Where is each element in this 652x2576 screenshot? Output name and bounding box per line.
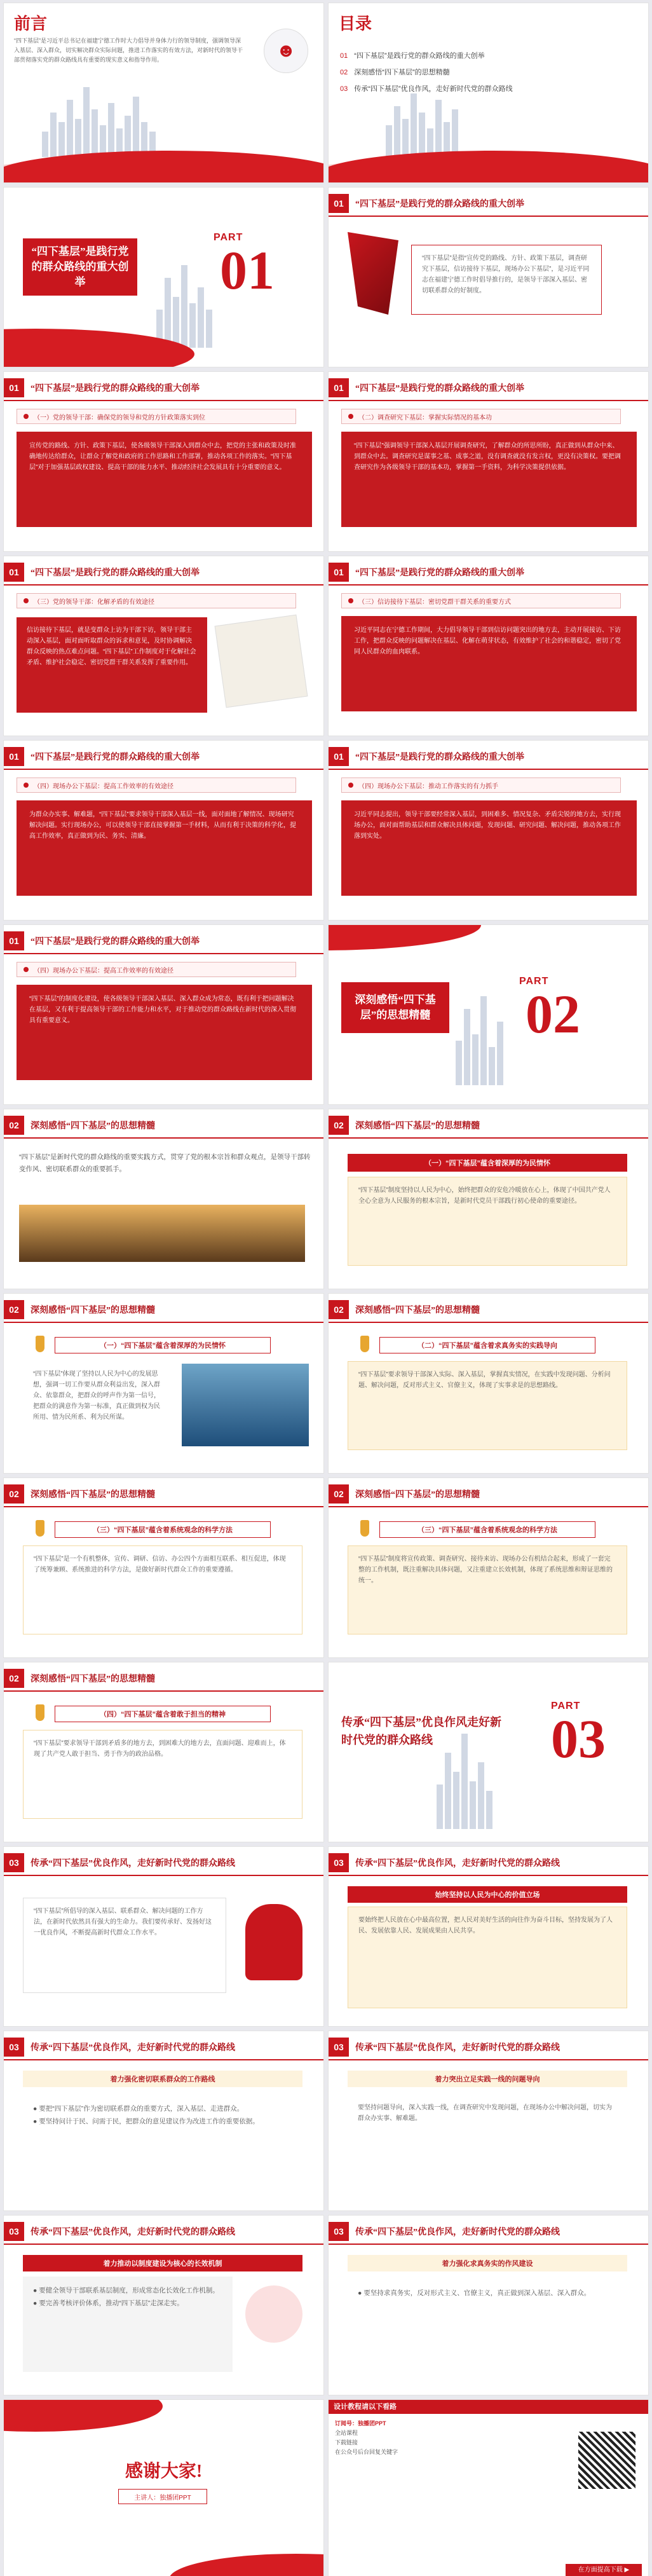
content-box: 习近平同志提出，领导干部要经常深入基层，到困难多、情况复杂、矛盾尖锐的地方去，实行现场办公，面对面帮助基层和群众解决具体问题，发现问题、研究问题、解决问题，推动各项工作落到实处。	[341, 800, 637, 896]
torch-icon	[36, 1336, 44, 1352]
body-text: “四下基层”是新时代党的群众路线的重要实践方式，贯穿了党的根本宗旨和群众观点，是领导干部转变作风、密切联系群众的重要抓手。	[19, 1153, 311, 1173]
list-item: ● 要完善考核评价体系，推动“四下基层”走深走实。	[33, 2299, 184, 2307]
slide-s16: 02 深刻感悟“四下基层”的思想精髓 （二）“四下基层”蕴含着求真务实的实践导向 “四下基层”要求领导干部深入实际、深入基层，掌握真实情况，在实践中发现问题、分析问题、解决问题，反对形式主义、官僚主义，体现了实事求是的思想路线。	[328, 1293, 649, 1474]
toc-item[interactable]: 03 传承“四下基层”优良作风，走好新时代党的群众路线	[340, 85, 513, 93]
list-item: ● 要坚持问计于民、问需于民，把群众的意见建议作为改进工作的重要依据。	[33, 2118, 259, 2125]
pen-image	[245, 2285, 302, 2343]
ad-line: 全站课程	[335, 2430, 358, 2436]
sub-heading: （四）现场办公下基层：提高工作效率的有效途径	[34, 967, 173, 975]
sub-heading: 着力突出立足实践一线的问题导向	[348, 2071, 627, 2087]
content-box: “四下基层”体现了坚持以人民为中心的发展思想，强调一切工作要从群众利益出发，深入群众、依靠群众，把群众的呼声作为第一信号，把群众的满意作为第一标准，真正做到权为民所用、情为民所系、利为民所谋。	[23, 1361, 175, 1450]
city-skyline	[42, 87, 156, 157]
slide-header: “四下基层”是践行党的群众路线的重大创举	[31, 384, 200, 394]
content-box: “四下基层”强调领导干部深入基层开展调查研究，了解群众的所思所盼，真正做到从群众中来、到群众中去。调查研究是谋事之基、成事之道，没有调查就没有发言权，更没有决策权。要把调查研究作为各级领导干部的基本功，掌握第一手资料，为科学决策提供依据。	[341, 432, 637, 527]
slide-title: 目录	[339, 15, 372, 33]
slide-title: 前言	[14, 15, 48, 33]
slide-s7: 01 “四下基层”是践行党的群众路线的重大创举 （三）党的领导干部：化解矛盾的有效途径 信访接待下基层，就是变群众上访为干部下访，领导干部主动深入基层，面对面听取群众的诉求和意见，及时协调解决群众反映的热点难点问题。“四下基层”工作制度对于化解社会矛盾、维护社会稳定、密切党群干群关系发挥了重要作用。	[3, 556, 324, 736]
thanks-title: 感谢大家!	[125, 2462, 203, 2481]
slide-s10: 01 “四下基层”是践行党的群众路线的重大创举 （四）现场办公下基层：推动工作落实的有力抓手 习近平同志提出，领导干部要经常深入基层，到困难多、情况复杂、矛盾尖锐的地方去，实行现场办公，面对面帮助基层和群众解决具体问题，发现问题、研究问题、解决问题，推动各项工作落到实处。	[328, 740, 649, 921]
slide-header: 传承“四下基层”优良作风，走好新时代党的群众路线	[31, 2228, 235, 2237]
sub-heading: （四）现场办公下基层：提高工作效率的有效途径	[34, 783, 173, 790]
toc-item[interactable]: 01 “四下基层”是践行党的群众路线的重大创举	[340, 52, 485, 60]
document-image	[215, 615, 308, 708]
list-item: ● 要坚持求真务实，反对形式主义、官僚主义，真正做到深入基层、深入群众。	[358, 2289, 591, 2297]
content-box: 信访接待下基层，就是变群众上访为干部下访，领导干部主动深入基层，面对面听取群众的诉求和意见，及时协调解决群众反映的热点难点问题。“四下基层”工作制度对于化解社会矛盾、维护社会稳定、密切党群干群关系发挥了重要作用。	[17, 617, 207, 713]
user-icon: ☻	[264, 29, 308, 73]
slide-s18: 02 深刻感悟“四下基层”的思想精髓 （三）“四下基层”蕴含着系统观念的科学方法 “四下基层”制度将宣传政策、调查研究、接待来访、现场办公有机结合起来，形成了一套完整的工作机制，既注重解决具体问题，又注重建立长效机制，体现了系统思维和辩证思维的统一。	[328, 1477, 649, 1658]
great-wall-image	[19, 1205, 305, 1262]
sea-image	[182, 1364, 309, 1446]
intro-text: “四下基层”是指“宣传党的路线、方针、政策下基层，调查研究下基层，信访接待下基层，现场办公下基层”，是习近平同志在福建宁德工作时倡导推行的，是领导干部深入基层、密切联系群众的好制度。	[411, 245, 602, 315]
section-title: 深刻感悟“四下基层”的思想精髓	[341, 982, 449, 1033]
list-item: ● 要把“四下基层”作为密切联系群众的重要方式，深入基层、走进群众。	[33, 2105, 244, 2113]
slide-s17: 02 深刻感悟“四下基层”的思想精髓 （三）“四下基层”蕴含着系统观念的科学方法 “四下基层”是一个有机整体，宣传、调研、信访、办公四个方面相互联系、相互促进，体现了统筹兼顾、系统推进的科学方法，是做好新时代群众工作的重要遵循。	[3, 1477, 324, 1658]
slide-ad	[328, 2399, 649, 2576]
slide-header: 传承“四下基层”优良作风，走好新时代党的群众路线	[31, 2043, 235, 2053]
slide-header: “四下基层”是践行党的群众路线的重大创举	[31, 937, 200, 947]
content-box: “四下基层”是一个有机整体，宣传、调研、信访、办公四个方面相互联系、相互促进，体现了统筹兼顾、系统推进的科学方法，是做好新时代群众工作的重要遵循。	[23, 1545, 302, 1634]
slide-s8: 01 “四下基层”是践行党的群众路线的重大创举 （三）信访接待下基层：密切党群干群关系的重要方式 习近平同志在宁德工作期间，大力倡导领导干部到信访问题突出的地方去，主动开展接访、下访工作，把群众反映的问题解决在基层、化解在萌芽状态，有效维护了社会的和谐稳定，密切了党同人民群众的血肉联系。	[328, 556, 649, 736]
slide-s4: 01 “四下基层”是践行党的群众路线的重大创举 “四下基层”是指“宣传党的路线、方针、政策下基层，调查研究下基层，信访接待下基层，现场办公下基层”，是习近平同志在福建宁德工作时倡导推行的，是领导干部深入基层、密切联系群众的好制度。	[328, 187, 649, 367]
slide-s13: 02 深刻感悟“四下基层”的思想精髓 “四下基层”是新时代党的群众路线的重要实践方式，贯穿了党的根本宗旨和群众观点，是领导干部转变作风、密切联系群众的重要抓手。	[3, 1109, 324, 1289]
slide-header: “四下基层”是践行党的群众路线的重大创举	[355, 753, 524, 762]
slide-header: “四下基层”是践行党的群众路线的重大创举	[31, 568, 200, 578]
sub-heading: （三）党的领导干部：化解矛盾的有效途径	[34, 598, 154, 606]
slide-s5: 01 “四下基层”是践行党的群众路线的重大创举 （一）党的领导干部：确保党的领导和党的方针政策落实到位 宣传党的路线、方针、政策下基层，使各级领导干部深入到群众中去，把党的主张和政策及时准确地传达给群众，让群众了解党和政府的工作思路和工作部署，推动各项工作的落实。“四下基层”对于加强基层政权建设、提高干部的能力水平、推动经济社会发展具有十分重要的意义。	[3, 371, 324, 552]
content-box: “四下基层”要求领导干部到矛盾多的地方去，到困难大的地方去，直面问题、迎难而上，体现了共产党人敢于担当、勇于作为的政治品格。	[23, 1730, 302, 1819]
torch-icon	[360, 1336, 369, 1352]
slide-header: 深刻感悟“四下基层”的思想精髓	[31, 1306, 155, 1315]
slide-part3	[328, 1662, 649, 1842]
part-label: PART	[551, 1701, 581, 1711]
slide-part2	[328, 924, 649, 1105]
slide-s21: 03 传承“四下基层”优良作风，走好新时代党的群众路线 “四下基层”所倡导的深入基层、联系群众、解决问题的工作方法，在新时代依然具有强大的生命力。我们要传承好、发扬好这一优良作风，不断提高新时代群众工作水平。	[3, 1846, 324, 2027]
sub-heading: （四）“四下基层”蕴含着敢于担当的精神	[55, 1706, 271, 1722]
slide-header: 深刻感悟“四下基层”的思想精髓	[355, 1490, 480, 1500]
part-label: PART	[519, 976, 549, 987]
sub-heading: （三）“四下基层”蕴含着系统观念的科学方法	[379, 1521, 595, 1538]
sub-heading: 着力强化密切联系群众的工作路线	[23, 2071, 302, 2087]
section-number: 02	[526, 983, 580, 1045]
content-box: “四下基层”制度将宣传政策、调查研究、接待来访、现场办公有机结合起来，形成了一套完整的工作机制，既注重解决具体问题，又注重建立长效机制，体现了系统思维和辩证思维的统一。	[348, 1545, 627, 1634]
foreword-text: “四下基层”是习近平总书记在福建宁德工作时大力倡导并身体力行的领导制度，强调领导深入基层、深入群众，切实解决群众实际问题，推进工作落实的有效方法，对新时代的领导干部贯彻落实党的群众路线具有重要的现实意义和指导作用。	[14, 38, 243, 63]
slide-header: 深刻感悟“四下基层”的思想精髓	[31, 1121, 155, 1131]
ad-line: 订阅号：独播团PPT	[335, 2420, 386, 2427]
slide-header: “四下基层”是践行党的群众路线的重大创举	[355, 568, 524, 578]
content-box: 宣传党的路线、方针、政策下基层，使各级领导干部深入到群众中去，把党的主张和政策及时准确地传达给群众，让群众了解党和政府的工作思路和工作部署，推动各项工作的落实。“四下基层”对于加强基层政权建设、提高干部的能力水平、推动经济社会发展具有十分重要的意义。	[17, 432, 312, 527]
ad-line: 在公众号后台回复关键字	[335, 2449, 398, 2455]
slide-header: 深刻感悟“四下基层”的思想精髓	[355, 1121, 480, 1131]
flag-image	[348, 232, 398, 315]
sub-heading: 始终坚持以人民为中心的价值立场	[348, 1886, 627, 1903]
slide-s23: 03 传承“四下基层”优良作风，走好新时代党的群众路线 着力强化密切联系群众的工作路线 ● 要把“四下基层”作为密切联系群众的重要方式，深入基层、走进群众。 ● 要坚持问计于民、问需于民，把群众的意见建议作为改进工作的重要依据。	[3, 2031, 324, 2211]
slide-header: 深刻感悟“四下基层”的思想精髓	[31, 1490, 155, 1500]
slide-toc	[328, 3, 649, 183]
sub-heading: 着力强化求真务实的作风建设	[348, 2255, 627, 2271]
torch-icon	[360, 1520, 369, 1537]
slide-header: “四下基层”是践行党的群众路线的重大创举	[31, 753, 200, 762]
sub-heading: （一）“四下基层”蕴含着深厚的为民情怀	[348, 1154, 627, 1172]
slide-s22: 03 传承“四下基层”优良作风，走好新时代党的群众路线 始终坚持以人民为中心的价值立场 要始终把人民放在心中最高位置，把人民对美好生活的向往作为奋斗目标，坚持发展为了人民、发展依靠人民、发展成果由人民共享。	[328, 1846, 649, 2027]
sub-heading: 着力推动以制度建设为核心的长效机制	[23, 2255, 302, 2271]
content-box: “四下基层”的制度化建设，使各级领导干部深入基层、深入群众成为常态，既有利于把问题解决在基层，又有利于提高领导干部的工作能力和水平，对于推动党的群众路线在新时代的深入贯彻具有重要意义。	[17, 985, 312, 1080]
sub-heading: （一）党的领导干部：确保党的领导和党的方针政策落实到位	[34, 414, 205, 421]
content-box: “四下基层”制度坚持以人民为中心，始终把群众的安危冷暖放在心上，体现了中国共产党人全心全意为人民服务的根本宗旨，是新时代党员干部践行初心使命的重要途径。	[348, 1177, 627, 1266]
slide-s14: 02 深刻感悟“四下基层”的思想精髓 （一）“四下基层”蕴含着深厚的为民情怀 “四下基层”制度坚持以人民为中心，始终把群众的安危冷暖放在心上，体现了中国共产党人全心全意为人民服务的根本宗旨，是新时代党员干部践行初心使命的重要途径。	[328, 1109, 649, 1289]
qr-code-icon	[578, 2432, 635, 2489]
sub-heading: （三）信访接待下基层：密切党群干群关系的重要方式	[358, 598, 511, 606]
sub-heading: （二）“四下基层”蕴含着求真务实的实践导向	[379, 1337, 595, 1353]
slide-foreword	[3, 3, 324, 183]
toc-item[interactable]: 02 深刻感悟“四下基层”的思想精髓	[340, 69, 450, 76]
content-box: 为群众办实事、解难题，“四下基层”要求领导干部深入基层一线，面对面地了解情况、现场研究解决问题。实行现场办公，可以使领导干部直接掌握第一手材料，从而有利于决策的科学化，提高工作效率，真正做到为民、务实、清廉。	[17, 800, 312, 896]
slide-header: 传承“四下基层”优良作风，走好新时代党的群众路线	[31, 1859, 235, 1868]
slide-s26: 03 传承“四下基层”优良作风，走好新时代党的群众路线 着力强化求真务实的作风建设 ● 要坚持求真务实，反对形式主义、官僚主义，真正做到深入基层、深入群众。	[328, 2215, 649, 2395]
sub-heading: （二）调查研究下基层：掌握实际情况的基本功	[358, 414, 492, 421]
slide-header: 传承“四下基层”优良作风，走好新时代党的群众路线	[355, 2228, 560, 2237]
section-title: “四下基层”是践行党的群众路线的重大创举	[23, 238, 137, 296]
slide-header: 深刻感悟“四下基层”的思想精髓	[31, 1675, 155, 1684]
part-label: PART	[214, 232, 243, 243]
slide-s19: 02 深刻感悟“四下基层”的思想精髓 （四）“四下基层”蕴含着敢于担当的精神 “四下基层”要求领导干部到矛盾多的地方去，到困难大的地方去，直面问题、迎难而上，体现了共产党人敢于担当、勇于作为的政治品格。	[3, 1662, 324, 1842]
slide-s6: 01 “四下基层”是践行党的群众路线的重大创举 （二）调查研究下基层：掌握实际情况的基本功 “四下基层”强调领导干部深入基层开展调查研究，了解群众的所思所盼，真正做到从群众中来、到群众中去。调查研究是谋事之基、成事之道，没有调查就没有发言权，更没有决策权。要把调查研究作为各级领导干部的基本功，掌握第一手资料，为科学决策提供依据。	[328, 371, 649, 552]
content-box: 习近平同志在宁德工作期间，大力倡导领导干部到信访问题突出的地方去，主动开展接访、下访工作，把群众反映的问题解决在基层、化解在萌芽状态，有效维护了社会的和谐稳定，密切了党同人民群众的血肉联系。	[341, 616, 637, 711]
download-button[interactable]: 在方面提高下载 ▶	[566, 2564, 642, 2576]
section-number: 01	[220, 240, 275, 301]
content-box: 要始终把人民放在心中最高位置，把人民对美好生活的向往作为奋斗目标，坚持发展为了人民、发展依靠人民、发展成果由人民共享。	[348, 1907, 627, 2008]
slide-header: “四下基层”是践行党的群众路线的重大创举	[355, 384, 524, 394]
sub-heading: （三）“四下基层”蕴含着系统观念的科学方法	[55, 1521, 271, 1538]
torch-icon	[36, 1704, 44, 1721]
content-box: 要坚持问题导向，深入实践一线，在调查研究中发现问题，在现场办公中解决问题，切实为群众办实事、解难题。	[348, 2095, 627, 2184]
slide-part1	[3, 187, 324, 367]
slide-s11: 01 “四下基层”是践行党的群众路线的重大创举 （四）现场办公下基层：提高工作效率的有效途径 “四下基层”的制度化建设，使各级领导干部深入基层、深入群众成为常态，既有利于把问题解决在基层，又有利于提高领导干部的工作能力和水平，对于推动党的群众路线在新时代的深入贯彻具有重要意义。	[3, 924, 324, 1105]
section-title: 传承“四下基层”优良作风走好新时代党的群众路线	[341, 1716, 501, 1746]
content-box: “四下基层”要求领导干部深入实际、深入基层，掌握真实情况，在实践中发现问题、分析问题、解决问题，反对形式主义、官僚主义，体现了实事求是的思想路线。	[348, 1361, 627, 1450]
slide-s25: 03 传承“四下基层”优良作风，走好新时代党的群众路线 着力推动以制度建设为核心的长效机制 ● 要健全领导干部联系基层制度，形成常态化长效化工作机制。 ● 要完善考核评价体系，推动“四下基层”走深走实。	[3, 2215, 324, 2395]
slide-header: 传承“四下基层”优良作风，走好新时代党的群众路线	[355, 1859, 560, 1868]
slide-header: “四下基层”是践行党的群众路线的重大创举	[355, 200, 524, 209]
slide-thanks	[3, 2399, 324, 2576]
content-box: “四下基层”所倡导的深入基层、联系群众、解决问题的工作方法，在新时代依然具有强大的生命力。我们要传承好、发扬好这一优良作风，不断提高新时代群众工作水平。	[23, 1898, 226, 1993]
slide-header: 深刻感悟“四下基层”的思想精髓	[355, 1306, 480, 1315]
list-item: ● 要健全领导干部联系基层制度，形成常态化长效化工作机制。	[33, 2287, 219, 2294]
torch-icon	[36, 1520, 44, 1537]
slide-s24: 03 传承“四下基层”优良作风，走好新时代党的群众路线 着力突出立足实践一线的问题导向 要坚持问题导向，深入实践一线，在调查研究中发现问题，在现场办公中解决问题，切实为群众办实事、解难题。	[328, 2031, 649, 2211]
section-number: 03	[551, 1708, 606, 1769]
ad-line: 下载链接	[335, 2439, 358, 2446]
presenter-label: 主讲人：独播团PPT	[118, 2489, 207, 2504]
slide-s9: 01 “四下基层”是践行党的群众路线的重大创举 （四）现场办公下基层：提高工作效率的有效途径 为群众办实事、解难题，“四下基层”要求领导干部深入基层一线，面对面地了解情况、现场研究解决问题。实行现场办公，可以使领导干部直接掌握第一手材料，从而有利于决策的科学化，提高工作效率，真正做到为民、务实、清廉。	[3, 740, 324, 921]
ad-header: 设计教程请以下看路	[329, 2400, 648, 2414]
fist-image	[245, 1904, 302, 1980]
sub-heading: （一）“四下基层”蕴含着深厚的为民情怀	[55, 1337, 271, 1353]
slide-s15: 02 深刻感悟“四下基层”的思想精髓 （一）“四下基层”蕴含着深厚的为民情怀 “四下基层”体现了坚持以人民为中心的发展思想，强调一切工作要从群众利益出发，深入群众、依靠群众，把群众的呼声作为第一信号，把群众的满意作为第一标准，真正做到权为民所用、情为民所系、利为民所谋。	[3, 1293, 324, 1474]
slide-header: 传承“四下基层”优良作风，走好新时代党的群众路线	[355, 2043, 560, 2053]
sub-heading: （四）现场办公下基层：推动工作落实的有力抓手	[358, 783, 498, 790]
